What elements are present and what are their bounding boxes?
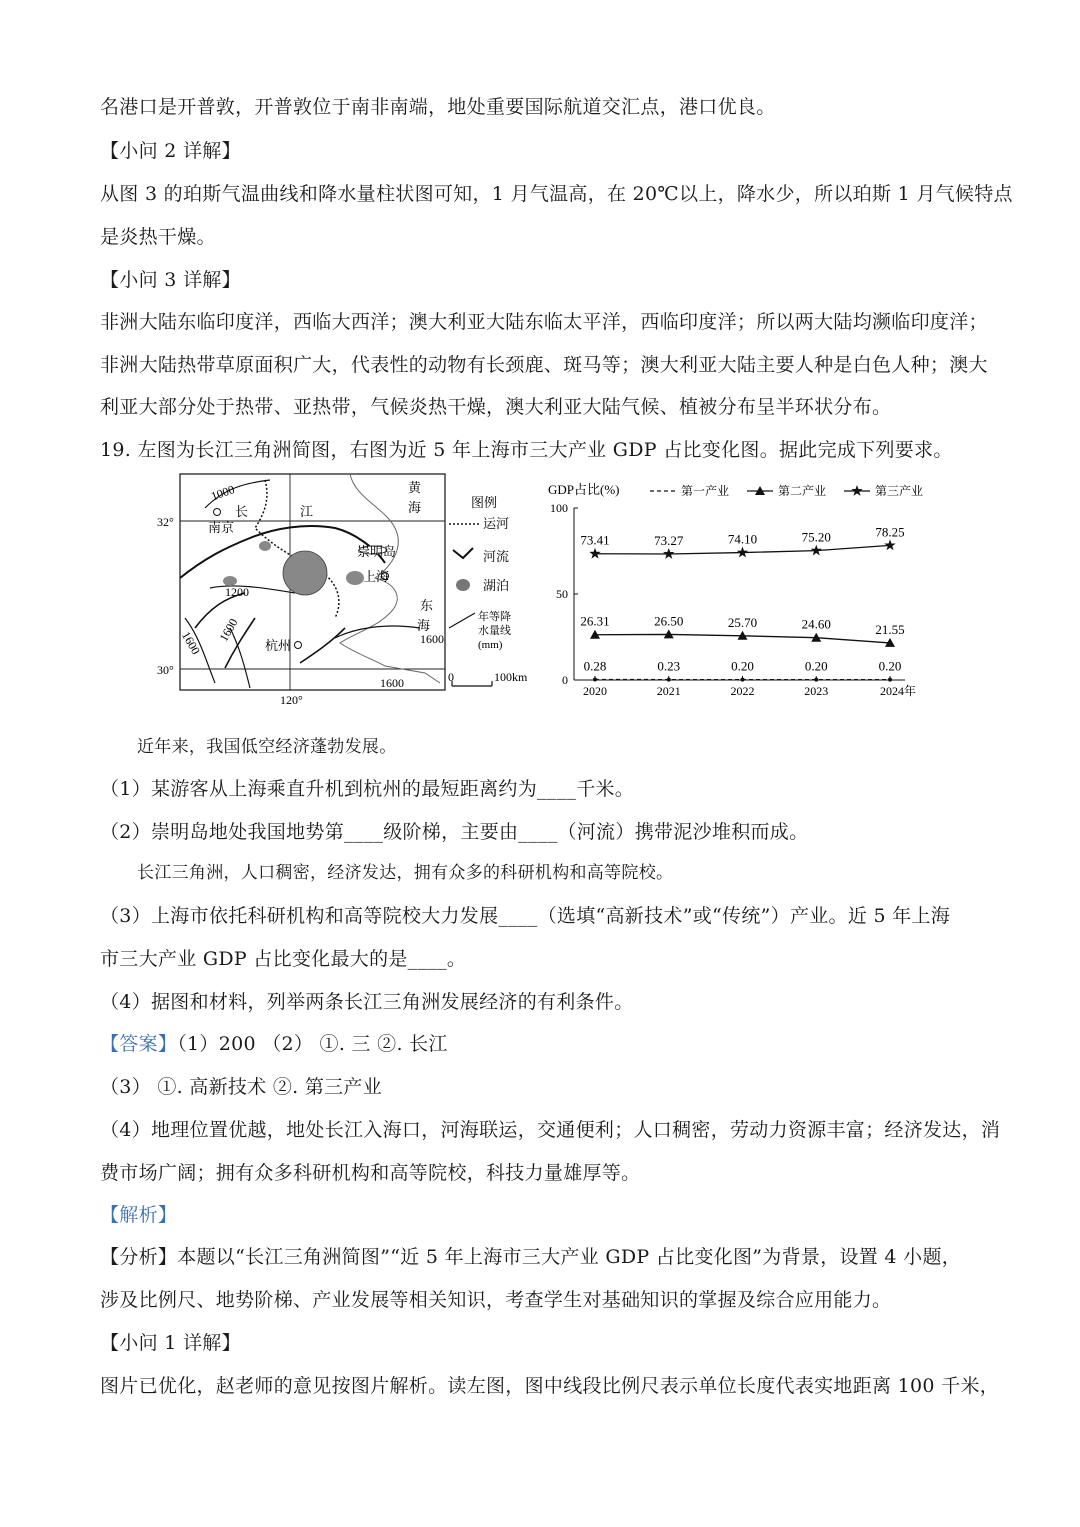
analysis-tag: 【解析】 <box>100 1204 178 1226</box>
answer-tag: 【答案】 <box>100 1033 178 1055</box>
legend-isoline-label-3: (mm) <box>478 639 503 651</box>
answer-text: （1）200 （2） ①. 三 ②. 长江 <box>177 1033 448 1055</box>
taihu-lake <box>283 551 327 595</box>
isoline-1600-label: 1600 <box>178 629 204 657</box>
data-point <box>741 678 745 682</box>
lon-120-label: 120° <box>280 693 303 707</box>
text-line: 利亚大部分处于热带、亚热带，气候炎热干燥，澳大利亚大陆气候、植被分布呈半环状分布。 <box>100 396 892 418</box>
data-label: 26.50 <box>654 613 684 629</box>
legend-isoline-symbol <box>449 613 475 628</box>
legend-isoline-label-1: 年等降 <box>478 611 511 623</box>
text-line: 图片已优化，赵老师的意见按图片解析。读左图，图中线段比例尺表示单位长度代表实地距离 100 千米， <box>100 1375 1000 1397</box>
shanghai-label: 上海 <box>363 569 390 584</box>
data-label: 0.20 <box>804 658 828 674</box>
data-label: 73.41 <box>580 532 610 548</box>
isoline-1600-label: 1600 <box>216 616 241 644</box>
data-point <box>593 678 597 682</box>
data-point <box>667 678 671 682</box>
data-point <box>851 485 862 496</box>
x-tick-label: 2021 <box>656 684 681 698</box>
y-tick-label: 100 <box>550 501 568 515</box>
y-tick-label: 50 <box>556 587 568 601</box>
scale-zero: 0 <box>448 670 454 684</box>
huanghai-label-2: 海 <box>408 500 422 515</box>
gdp-share-chart <box>540 476 930 706</box>
scale-100km: 100km <box>494 670 528 684</box>
donghai-label-1: 东 <box>420 598 434 613</box>
hangzhou-marker <box>295 642 302 649</box>
isoline-1600-label: 1600 <box>380 676 404 690</box>
chongming-label: 崇明岛 <box>357 544 397 559</box>
x-tick-label: 2022 <box>730 684 755 698</box>
data-label: 0.20 <box>878 658 902 674</box>
x-tick-label: 2024年 <box>879 684 917 698</box>
subquestion-heading: 【小问 1 详解】 <box>100 1332 241 1354</box>
text-line: 从图 3 的珀斯气温曲线和降水量柱状图可知，1 月气温高，在 20℃以上，降水少，所以珀斯 1 月气候特点 <box>100 183 1013 205</box>
data-point <box>737 547 748 558</box>
legend-isoline-label-2: 水量线 <box>478 625 511 637</box>
legend-lake-symbol <box>456 579 470 591</box>
data-label: 74.10 <box>727 531 758 547</box>
question-1: （1）某游客从上海乘直升机到杭州的最短距离约为____千米。 <box>100 778 635 800</box>
data-label: 24.60 <box>801 616 831 632</box>
lat-30-label: 30° <box>157 663 174 677</box>
subquestion-heading: 【小问 2 详解】 <box>100 140 241 162</box>
question-4: （4）据图和材料，列举两条长江三角洲发展经济的有利条件。 <box>100 991 634 1013</box>
data-point <box>589 548 600 559</box>
data-label: 0.28 <box>583 658 607 674</box>
jiang-label: 江 <box>300 504 314 519</box>
legend-title: 图例 <box>471 495 498 510</box>
answer-line: （3） ①. 高新技术 ②. 第三产业 <box>100 1076 383 1098</box>
data-point <box>888 678 892 682</box>
legend-canal-label: 运河 <box>483 516 510 531</box>
data-point <box>811 545 822 556</box>
isoline-1200-label: 1200 <box>225 585 249 599</box>
legend-river-label: 河流 <box>483 549 510 564</box>
question-3-cont: 市三大产业 GDP 占比变化最大的是____。 <box>100 948 467 970</box>
nanjing-label: 南京 <box>208 520 235 535</box>
subquestion-heading: 【小问 3 详解】 <box>100 269 241 291</box>
nanjing-marker <box>214 509 221 516</box>
legend-label: 第一产业 <box>681 484 730 498</box>
answer-line: 费市场广阔；拥有众多科研机构和高等院校，科技力量雄厚等。 <box>100 1162 641 1184</box>
analysis-text: 【分析】本题以“长江三角洲简图”“近 5 年上海市三大产业 GDP 占比变化图”为背景，设置 4 小题， <box>100 1246 962 1268</box>
text-line: 非洲大陆热带草原面积广大，代表性的动物有长颈鹿、斑马等；澳大利亚大陆主要人种是白色人种；澳大 <box>100 354 988 376</box>
donghai-label-2: 海 <box>417 618 431 633</box>
y-tick-label: 0 <box>562 673 568 687</box>
answer-line: （4）地理位置优越，地处长江入海口，河海联运，交通便利；人口稠密，劳动力资源丰富；经济发达，消 <box>100 1119 1001 1141</box>
answer-line <box>100 1029 448 1056</box>
hangzhou-label: 杭州 <box>265 638 292 653</box>
question-stem: 19. 左图为长江三角洲简图，右图为近 5 年上海市三大产业 GDP 占比变化图。据此完成下列要求。 <box>100 439 953 461</box>
text-line: 名港口是开普敦，开普敦位于南非南端，地处重要国际航道交汇点，港口优良。 <box>100 96 776 118</box>
lake <box>346 571 364 585</box>
chart-title: GDP占比(%) <box>548 482 620 497</box>
data-label: 75.20 <box>801 529 831 545</box>
data-label: 21.55 <box>875 621 905 637</box>
huanghai-label-1: 黄 <box>408 480 422 495</box>
question-2: （2）崇明岛地处我国地势第____级阶梯，主要由____（河流）携带泥沙堆积而成。 <box>100 821 809 843</box>
x-tick-label: 2020 <box>583 684 607 698</box>
data-point <box>814 678 818 682</box>
legend-river-symbol <box>453 548 473 558</box>
legend-label: 第三产业 <box>875 484 924 498</box>
legend-lake-label: 湖泊 <box>483 578 510 593</box>
analysis-text: 涉及比例尺、地势阶梯、产业发展等相关知识，考查学生对基础知识的掌握及综合应用能力。 <box>100 1289 892 1311</box>
data-point <box>663 548 674 559</box>
isoline-1000-label: 1000 <box>209 482 237 504</box>
data-label: 25.70 <box>727 614 758 630</box>
x-tick-label: 2023 <box>804 684 829 698</box>
data-label: 73.27 <box>654 532 684 548</box>
text-line: 是炎热干燥。 <box>100 226 216 248</box>
data-label: 0.20 <box>731 658 754 674</box>
data-point <box>884 539 895 550</box>
data-label: 78.25 <box>875 524 905 540</box>
material-text: 近年来，我国低空经济蓬勃发展。 <box>137 737 397 757</box>
chang-label: 长 <box>235 504 249 519</box>
legend-label: 第二产业 <box>778 484 827 498</box>
text-line: 非洲大陆东临印度洋，西临大西洋；澳大利亚大陆东临太平洋，西临印度洋；所以两大陆均濒临印度洋； <box>100 311 988 333</box>
question-3: （3）上海市依托科研机构和高等院校大力发展____（选填“高新技术”或“传统”）产业。近 5 年上海 <box>100 905 951 927</box>
data-label: 26.31 <box>580 613 610 629</box>
material-text: 长江三角洲，人口稠密，经济发达，拥有众多的科研机构和高等院校。 <box>137 863 674 883</box>
isoline-1600-label: 1600 <box>420 632 444 646</box>
lat-32-label: 32° <box>157 515 174 529</box>
lake <box>259 541 271 551</box>
yangtze-delta-map <box>155 468 540 708</box>
data-label: 0.23 <box>657 658 681 674</box>
